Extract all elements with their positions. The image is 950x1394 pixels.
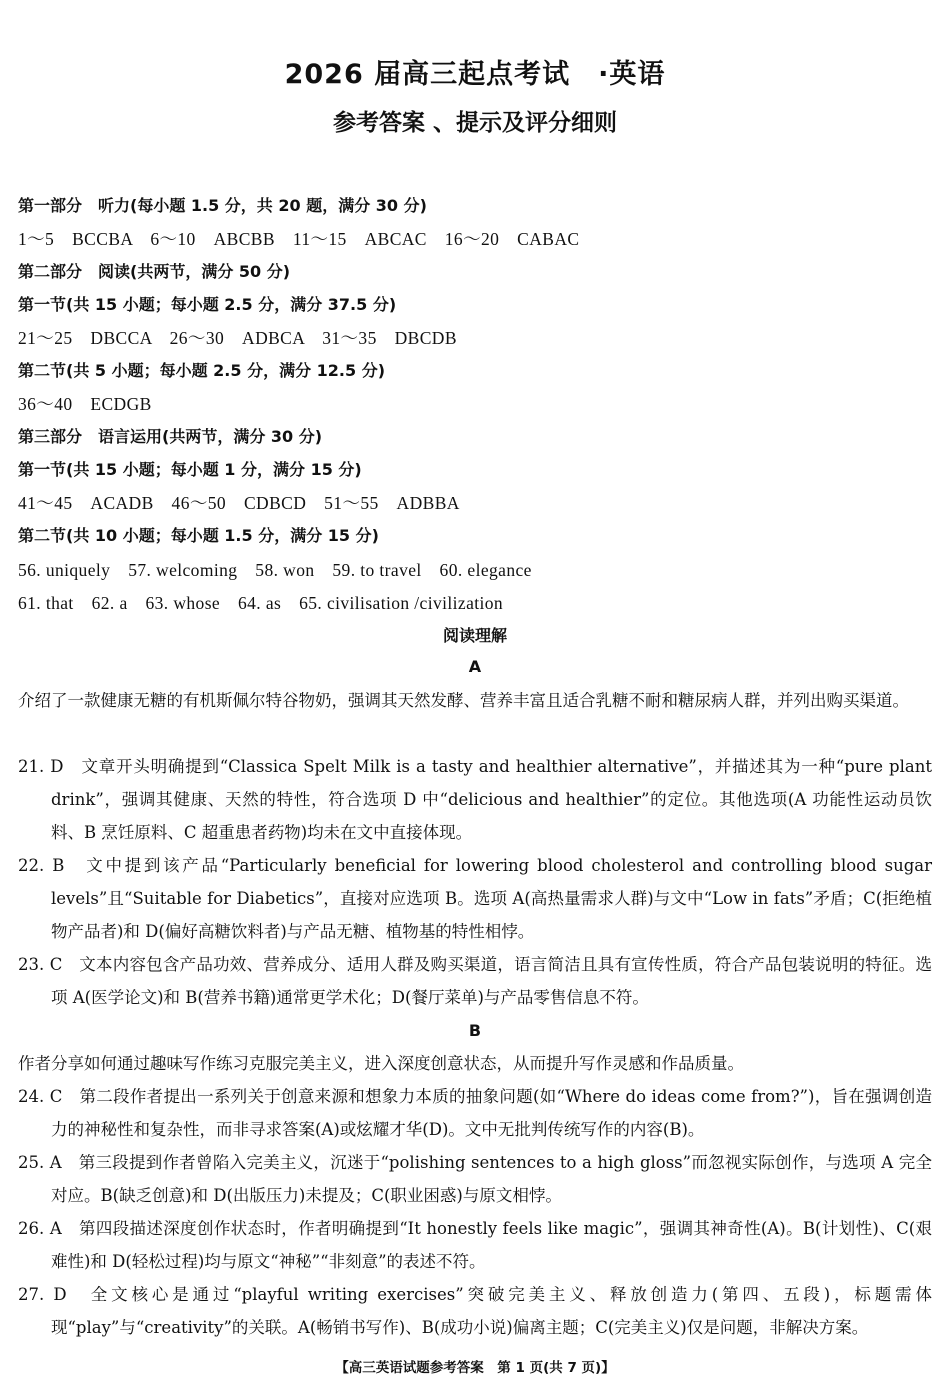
part2-section2-heading: 第二节(共 5 小题；每小题 2.5 分，满分 12.5 分): [18, 361, 386, 380]
part3-section2-answers-line2: 61. that 62. a 63. whose 64. as 65. civilisation /civilization: [18, 593, 504, 613]
passage-a-label: A: [468, 657, 482, 676]
part3-section1-answers: 41～45 ACADB 46～50 CDBCD 51～55 ADBBA: [18, 493, 460, 513]
passage-a-summary: 介绍了一款健康无糖的有机斯佩尔特谷物奶，强调其天然发酵、营养丰富且适合乳糖不耐和糖尿病人群，并列出购买渠道。: [18, 691, 909, 710]
part3-section1-heading: 第一节(共 15 小题；每小题 1 分，满分 15 分): [18, 460, 362, 479]
explanation-item-27: 27. D 全文核心是通过“playful writing exercises”突破完美主义、释放创造力(第四、五段)，标题需体现“play”与“creativity”的关联。A(畅销书写作)、B(成功小说)偏离主题；C(完美主义)仅是问题，非解决方案。: [18, 1285, 932, 1337]
part3-section2-heading: 第二节(共 10 小题；每小题 1.5 分，满分 15 分): [18, 526, 379, 545]
explanation-item-22: 22. B 文中提到该产品“Particularly beneficial for lowering blood cholesterol and controlling blood sugar levels”且“Suitable for Diabetics”，直接对应选项 B。选项 A(高热量需求人群)与文中“Low in fats”矛盾；C(拒绝植物产品者)和 D(偏好高糖饮料者)与产品无糖、植物基的特性相悖。: [18, 856, 932, 941]
part1-heading: 第一部分 听力(每小题 1.5 分，共 20 题，满分 30 分): [18, 196, 427, 215]
page-footer: 【高三英语试题参考答案 第 1 页(共 7 页)】: [335, 1360, 615, 1376]
explanation-item-23: 23. C 文本内容包含产品功效、营养成分、适用人群及购买渠道，语言简洁且具有宣传性质，符合产品包装说明的特征。选项 A(医学论文)和 B(营养书籍)通常更学术化；D(餐厅菜单)与产品零售信息不符。: [18, 955, 932, 1007]
part1-answers: 1～5 BCCBA 6～10 ABCBB 11～15 ABCAC 16～20 CABAC: [18, 229, 580, 249]
part2-heading: 第二部分 阅读(共两节，满分 50 分): [18, 262, 291, 281]
explanation-item-25: 25. A 第三段提到作者曾陷入完美主义，沉迷于“polishing sentences to a high gloss”而忽视实际创作，与选项 A 完全对应。B(缺乏创意)和 D(出版压力)未提及；C(职业困惑)与原文相悖。: [18, 1153, 932, 1205]
passage-b-summary: 作者分享如何通过趣味写作练习克服完美主义，进入深度创意状态，从而提升写作灵感和作品质量。: [18, 1054, 744, 1073]
part2-section1-answers: 21～25 DBCCA 26～30 ADBCA 31～35 DBCDB: [18, 328, 457, 348]
explanation-item-21: 21. D 文章开头明确提到“Classica Spelt Milk is a tasty and healthier alternative”，并描述其为一种“pure plant drink”，强调其健康、天然的特性，符合选项 D 中“delicious and healthier”的定位。其他选项(A 功能性运动员饮料、B 烹饪原料、C 超重患者药物)均未在文中直接体现。: [18, 757, 932, 842]
reading-heading: 阅读理解: [442, 626, 507, 645]
page-subtitle: 参考答案 、提示及评分细则: [332, 110, 617, 136]
page-title: 2026 届高三起点考试 ·英语: [284, 59, 666, 90]
passage-b-label: B: [468, 1021, 482, 1040]
part3-heading: 第三部分 语言运用(共两节，满分 30 分): [18, 427, 323, 446]
explanation-item-24: 24. C 第二段作者提出一系列关于创意来源和想象力本质的抽象问题(如“Where do ideas come from?”)，旨在强调创造力的神秘性和复杂性，而非寻求答案(A)或炫耀才华(D)。文中无批判传统写作的内容(B)。: [18, 1087, 932, 1139]
part3-section2-answers-line1: 56. uniquely 57. welcoming 58. won 59. to travel 60. elegance: [18, 560, 532, 580]
part2-section2-answers: 36～40 ECDGB: [18, 394, 152, 414]
part2-section1-heading: 第一节(共 15 小题；每小题 2.5 分，满分 37.5 分): [18, 295, 397, 314]
explanation-item-26: 26. A 第四段描述深度创作状态时，作者明确提到“It honestly feels like magic”，强调其神奇性(A)。B(计划性)、C(艰难性)和 D(轻松过程)均与原文“神秘”“非刻意”的表述不符。: [18, 1219, 932, 1271]
